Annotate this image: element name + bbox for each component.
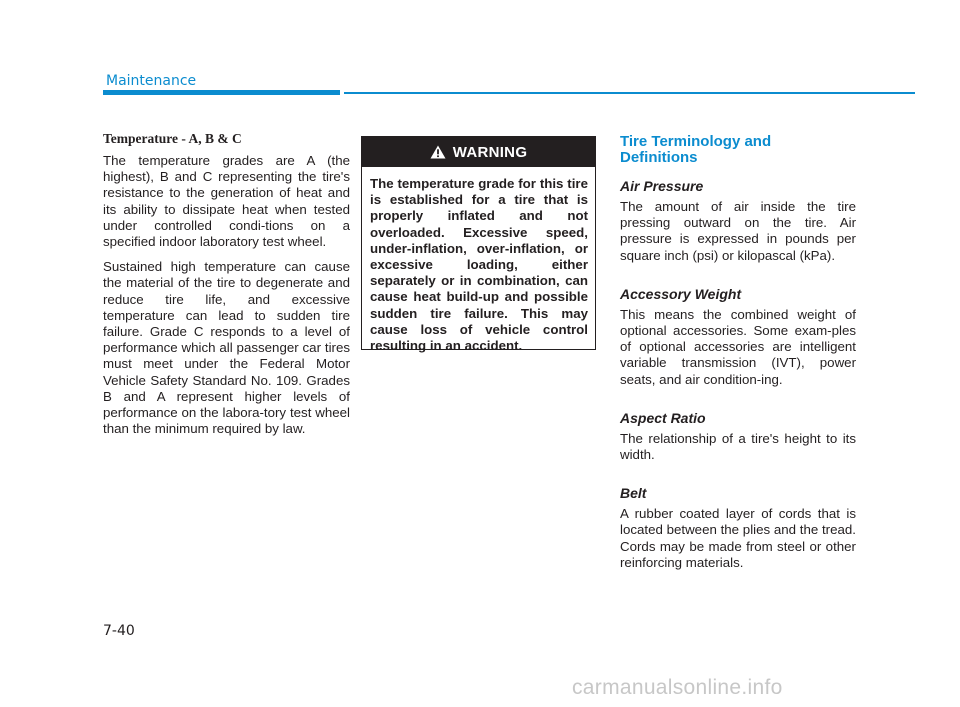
page-number: 7-40 — [103, 623, 135, 639]
term-aspect-ratio — [620, 410, 856, 463]
header-rule-thin — [344, 92, 915, 94]
left-column — [103, 131, 350, 446]
temperature-paragraph-2: Sustained high temperature can cause the material of the tire to degenerate and reduce tire life, and excessive temperature can lead to sudden tire failure. Grade C responds to a level of performance which all passenger car tires must meet under the Federal Motor Vehicle Safety Standard No. 109. Grades B and A represent higher levels of performance on the labora-tory test wheel than the minimum required by law. — [103, 259, 350, 437]
term-definition: The amount of air inside the tire pressing outward on the tire. Air pressure is expressed in pounds per square inch (psi) or kilopascal (kPa). — [620, 199, 856, 263]
warning-title: WARNING — [452, 143, 528, 161]
term-belt — [620, 485, 856, 571]
term-air-pressure — [620, 178, 856, 264]
term-title: Belt — [620, 485, 647, 502]
terminology-heading — [620, 134, 856, 166]
term-title: Accessory Weight — [620, 285, 742, 302]
term-title: Aspect Ratio — [620, 409, 706, 426]
warning-text: The temperature grade for this tire is established for a tire that is properly inflated and not overloaded. Excessive speed, under-inflation, over-inflation, or excessive loading, either separately or in combination, can cause heat build-up and possible sudden tire failure. This may cause loss of vehicle control resulting in an accident. — [370, 176, 588, 354]
section-label: Maintenance — [106, 73, 197, 89]
term-definition: A rubber coated layer of cords that is located between the plies and the tread. Cords may be made from steel or other reinforcing materials. — [620, 506, 856, 570]
terminology-heading-line-1: Tire Terminology and — [620, 133, 772, 150]
terminology-heading-line-2: Definitions — [620, 149, 698, 166]
header-rule-thick — [103, 90, 340, 95]
right-column — [620, 131, 856, 593]
term-definition: The relationship of a tire's height to its width. — [620, 430, 856, 463]
temperature-heading: Temperature - A, B & C — [103, 131, 242, 146]
temperature-paragraph-1: The temperature grades are A (the highest), B and C representing the tire's resistance to the generation of heat and its ability to dissipate heat when tested under controlled condi-tions on a specified indoor laboratory test wheel. — [103, 153, 350, 250]
term-accessory-weight — [620, 286, 856, 388]
warning-box — [361, 136, 596, 354]
term-title: Air Pressure — [620, 178, 704, 194]
term-definition: This means the combined weight of optional accessories. Some exam-ples of optional accessories are intelligent variable transmission (IVT), power seats, and air condition-ing. — [620, 306, 856, 387]
warning-header — [362, 137, 595, 167]
watermark: carmanualsonline.info — [572, 676, 783, 699]
warning-triangle-icon — [430, 145, 446, 159]
